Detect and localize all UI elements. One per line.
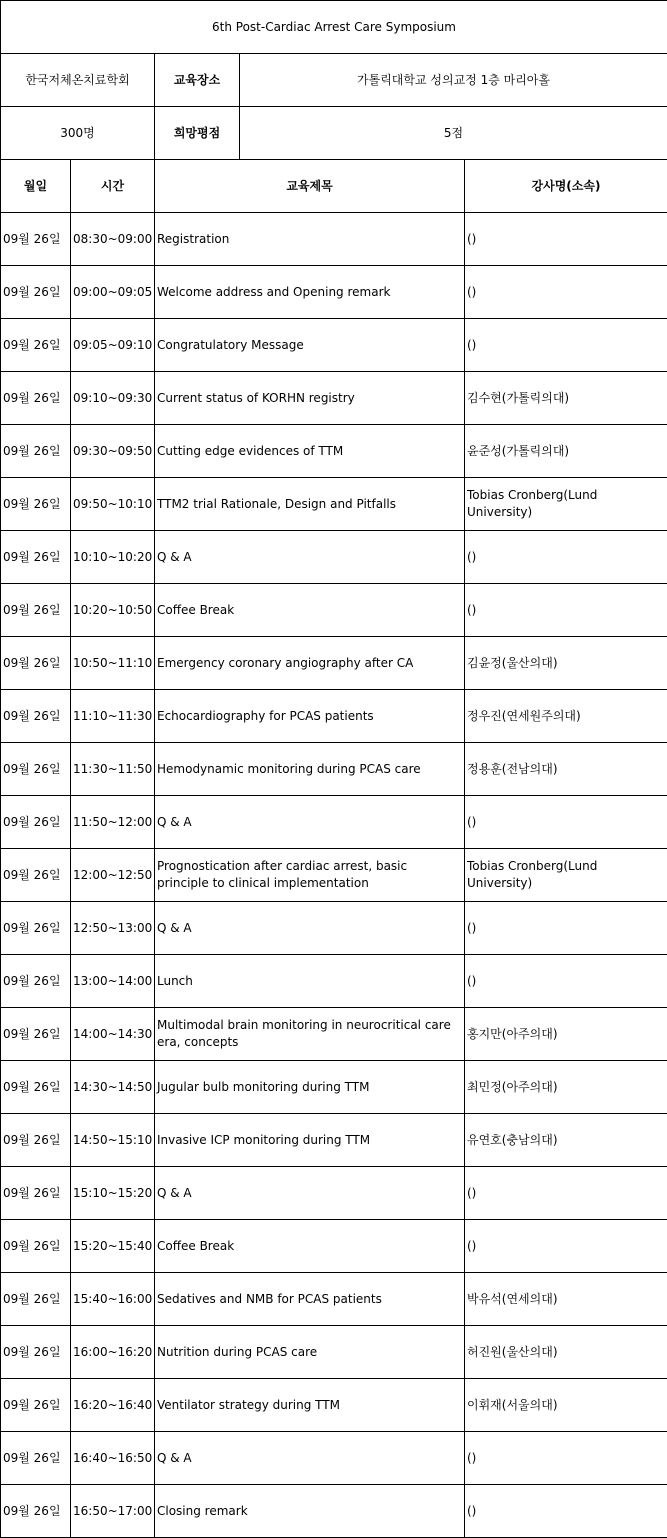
capacity-row [1, 107, 667, 160]
schedule-date: 09월 26일 [1, 849, 71, 902]
schedule-topic: Echocardiography for PCAS patients [155, 690, 465, 743]
schedule-speaker: () [465, 1167, 667, 1220]
organizer: 한국저체온치료학회 [1, 54, 155, 107]
venue-value: 가톨릭대학교 성의교정 1층 마리아홀 [240, 54, 667, 107]
schedule-time: 14:30~14:50 [71, 1061, 155, 1114]
schedule-row [1, 1061, 667, 1114]
schedule-date: 09월 26일 [1, 637, 71, 690]
schedule-date: 09월 26일 [1, 372, 71, 425]
schedule-time: 16:40~16:50 [71, 1432, 155, 1485]
header-row [1, 160, 667, 213]
schedule-time: 09:00~09:05 [71, 266, 155, 319]
schedule-speaker: 유연호(충남의대) [465, 1114, 667, 1167]
schedule-date: 09월 26일 [1, 690, 71, 743]
schedule-row [1, 1379, 667, 1432]
schedule-row [1, 372, 667, 425]
schedule-topic: Q & A [155, 1167, 465, 1220]
capacity: 300명 [1, 107, 155, 160]
schedule-time: 11:50~12:00 [71, 796, 155, 849]
schedule-time: 09:50~10:10 [71, 478, 155, 531]
schedule-time: 13:00~14:00 [71, 955, 155, 1008]
schedule-topic: Sedatives and NMB for PCAS patients [155, 1273, 465, 1326]
schedule-topic: Lunch [155, 955, 465, 1008]
schedule-date: 09월 26일 [1, 425, 71, 478]
schedule-row [1, 531, 667, 584]
schedule-date: 09월 26일 [1, 1114, 71, 1167]
schedule-row [1, 1167, 667, 1220]
schedule-time: 12:50~13:00 [71, 902, 155, 955]
schedule-row [1, 213, 667, 266]
schedule-topic: Jugular bulb monitoring during TTM [155, 1061, 465, 1114]
schedule-row [1, 1432, 667, 1485]
schedule-speaker: 박유석(연세의대) [465, 1273, 667, 1326]
schedule-date: 09월 26일 [1, 743, 71, 796]
schedule-row [1, 955, 667, 1008]
schedule-date: 09월 26일 [1, 955, 71, 1008]
schedule-time: 16:00~16:20 [71, 1326, 155, 1379]
schedule-date: 09월 26일 [1, 1326, 71, 1379]
schedule-date: 09월 26일 [1, 1008, 71, 1061]
header-date: 월일 [1, 160, 71, 213]
header-topic: 교육제목 [155, 160, 465, 213]
schedule-speaker: 홍지만(아주의대) [465, 1008, 667, 1061]
schedule-date: 09월 26일 [1, 531, 71, 584]
schedule-speaker: () [465, 531, 667, 584]
schedule-date: 09월 26일 [1, 1220, 71, 1273]
title-row [1, 1, 667, 54]
schedule-speaker: 허진원(울산의대) [465, 1326, 667, 1379]
schedule-date: 09월 26일 [1, 1485, 71, 1538]
schedule-date: 09월 26일 [1, 902, 71, 955]
schedule-row [1, 425, 667, 478]
schedule-topic: Coffee Break [155, 1220, 465, 1273]
schedule-row [1, 319, 667, 372]
schedule-row [1, 849, 667, 902]
rating-label: 희망평점 [155, 107, 240, 160]
header-time: 시간 [71, 160, 155, 213]
schedule-speaker: Tobias Cronberg(Lund University) [465, 849, 667, 902]
schedule-date: 09월 26일 [1, 266, 71, 319]
rating-value: 5점 [240, 107, 667, 160]
schedule-topic: Prognostication after cardiac arrest, basic principle to clinical implementation [155, 849, 465, 902]
schedule-row [1, 637, 667, 690]
header-speaker: 강사명(소속) [465, 160, 667, 213]
symposium-title: 6th Post-Cardiac Arrest Care Symposium [1, 1, 667, 54]
schedule-speaker: 윤준성(가톨릭의대) [465, 425, 667, 478]
schedule-date: 09월 26일 [1, 213, 71, 266]
schedule-date: 09월 26일 [1, 1273, 71, 1326]
schedule-speaker: () [465, 902, 667, 955]
venue-row [1, 54, 667, 107]
schedule-time: 10:50~11:10 [71, 637, 155, 690]
schedule-topic: Closing remark [155, 1485, 465, 1538]
schedule-topic: TTM2 trial Rationale, Design and Pitfalls [155, 478, 465, 531]
schedule-time: 15:10~15:20 [71, 1167, 155, 1220]
schedule-time: 12:00~12:50 [71, 849, 155, 902]
schedule-topic: Current status of KORHN registry [155, 372, 465, 425]
schedule-time: 11:30~11:50 [71, 743, 155, 796]
schedule-speaker: 이휘재(서울의대) [465, 1379, 667, 1432]
schedule-speaker: () [465, 1485, 667, 1538]
schedule-topic: Welcome address and Opening remark [155, 266, 465, 319]
schedule-time: 09:05~09:10 [71, 319, 155, 372]
schedule-speaker: 김수현(가톨릭의대) [465, 372, 667, 425]
schedule-speaker: () [465, 1432, 667, 1485]
schedule-topic: Q & A [155, 796, 465, 849]
schedule-speaker: () [465, 955, 667, 1008]
schedule-topic: Q & A [155, 531, 465, 584]
table-body [1, 1, 667, 1538]
schedule-time: 10:20~10:50 [71, 584, 155, 637]
schedule-date: 09월 26일 [1, 796, 71, 849]
schedule-speaker: 최민정(아주의대) [465, 1061, 667, 1114]
schedule-row [1, 902, 667, 955]
schedule-topic: Multimodal brain monitoring in neurocritical care era, concepts [155, 1008, 465, 1061]
schedule-row [1, 1008, 667, 1061]
schedule-time: 09:10~09:30 [71, 372, 155, 425]
schedule-topic: Coffee Break [155, 584, 465, 637]
schedule-time: 14:00~14:30 [71, 1008, 155, 1061]
schedule-row [1, 1114, 667, 1167]
schedule-topic: Invasive ICP monitoring during TTM [155, 1114, 465, 1167]
schedule-time: 15:40~16:00 [71, 1273, 155, 1326]
schedule-row [1, 743, 667, 796]
schedule-date: 09월 26일 [1, 319, 71, 372]
schedule-row [1, 1273, 667, 1326]
schedule-time: 09:30~09:50 [71, 425, 155, 478]
schedule-speaker: () [465, 584, 667, 637]
schedule-topic: Registration [155, 213, 465, 266]
schedule-date: 09월 26일 [1, 1379, 71, 1432]
schedule-topic: Hemodynamic monitoring during PCAS care [155, 743, 465, 796]
schedule-time: 11:10~11:30 [71, 690, 155, 743]
schedule-speaker: () [465, 319, 667, 372]
schedule-time: 14:50~15:10 [71, 1114, 155, 1167]
schedule-topic: Emergency coronary angiography after CA [155, 637, 465, 690]
schedule-date: 09월 26일 [1, 1061, 71, 1114]
schedule-row [1, 1326, 667, 1379]
schedule-speaker: 정용훈(전남의대) [465, 743, 667, 796]
schedule-topic: Q & A [155, 1432, 465, 1485]
schedule-row [1, 1220, 667, 1273]
schedule-date: 09월 26일 [1, 478, 71, 531]
schedule-row [1, 478, 667, 531]
schedule-topic: Congratulatory Message [155, 319, 465, 372]
schedule-time: 15:20~15:40 [71, 1220, 155, 1273]
schedule-date: 09월 26일 [1, 1432, 71, 1485]
schedule-topic: Cutting edge evidences of TTM [155, 425, 465, 478]
schedule-topic: Nutrition during PCAS care [155, 1326, 465, 1379]
schedule-row [1, 796, 667, 849]
schedule-speaker: () [465, 1220, 667, 1273]
schedule-speaker: () [465, 796, 667, 849]
schedule-speaker: () [465, 266, 667, 319]
schedule-topic: Q & A [155, 902, 465, 955]
schedule-row [1, 1485, 667, 1538]
schedule-row [1, 690, 667, 743]
schedule-date: 09월 26일 [1, 1167, 71, 1220]
schedule-time: 10:10~10:20 [71, 531, 155, 584]
schedule-date: 09월 26일 [1, 584, 71, 637]
schedule-speaker: Tobias Cronberg(Lund University) [465, 478, 667, 531]
schedule-topic: Ventilator strategy during TTM [155, 1379, 465, 1432]
schedule-speaker: () [465, 213, 667, 266]
schedule-speaker: 김윤정(울산의대) [465, 637, 667, 690]
schedule-speaker: 정우진(연세원주의대) [465, 690, 667, 743]
schedule-row [1, 266, 667, 319]
schedule-row [1, 584, 667, 637]
schedule-time: 08:30~09:00 [71, 213, 155, 266]
schedule-time: 16:50~17:00 [71, 1485, 155, 1538]
venue-label: 교육장소 [155, 54, 240, 107]
schedule-time: 16:20~16:40 [71, 1379, 155, 1432]
